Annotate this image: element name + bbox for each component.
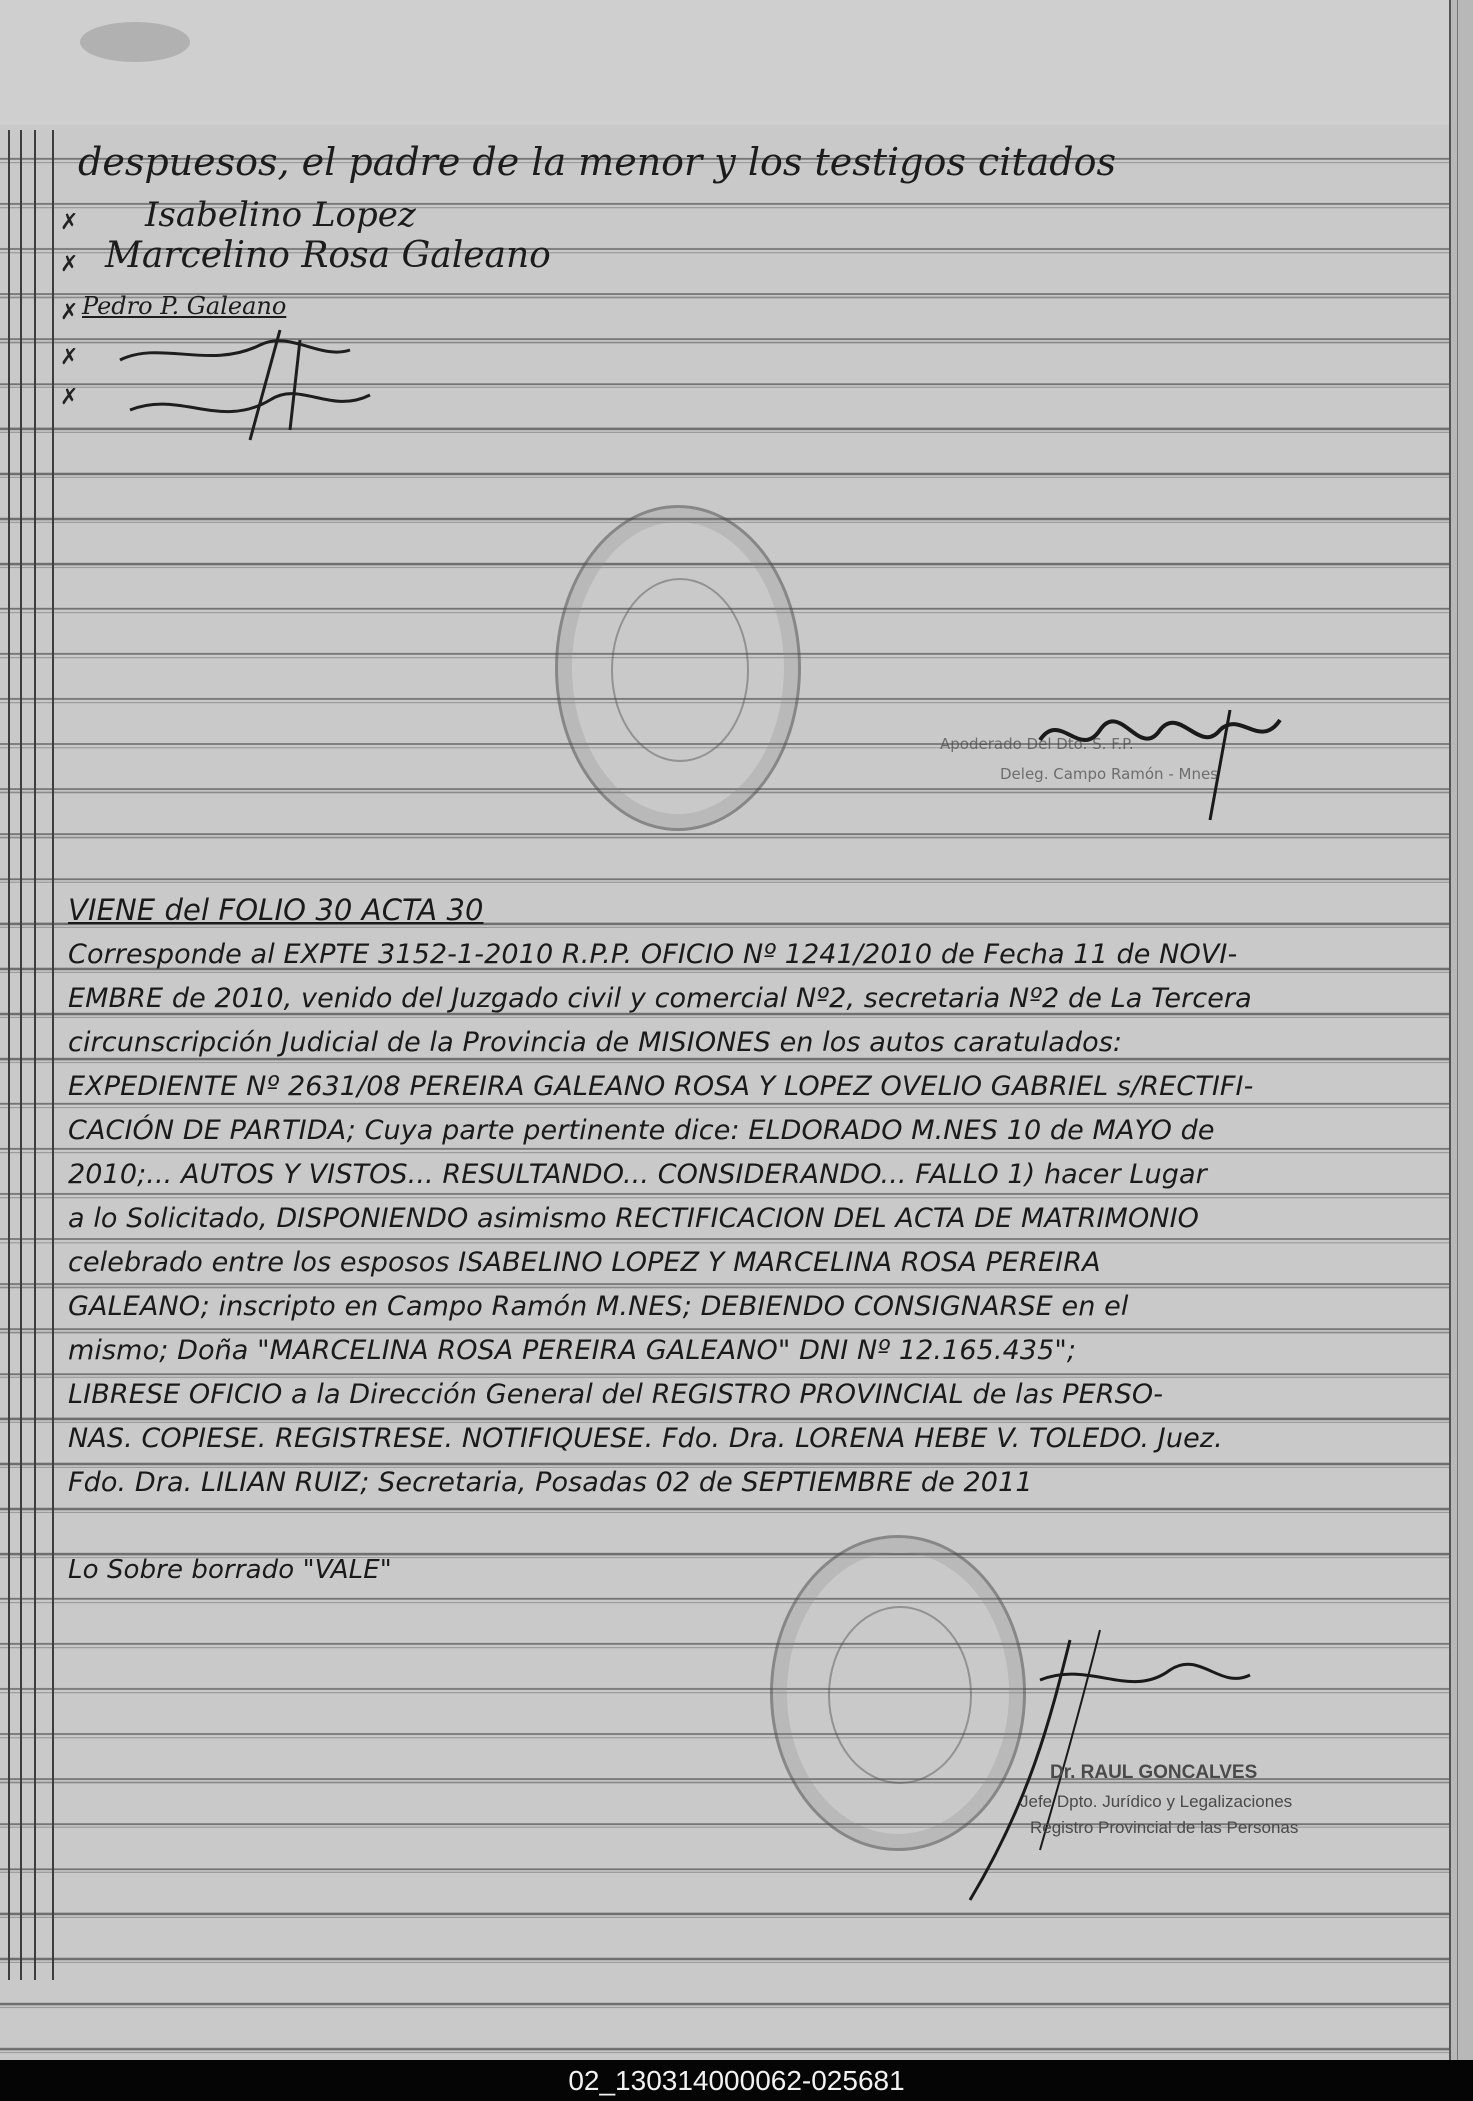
body-line: EMBRE de 2010, venido del Juzgado civil y comercial Nº2, secretaria Nº2 de La Tercera [68,983,1252,1014]
scribble-signature [100,320,400,450]
body-line: Fdo. Dra. LILIAN RUIZ; Secretaria, Posadas 02 de SEPTIEMBRE de 2011 [68,1467,1033,1498]
body-line: NAS. COPIESE. REGISTRESE. NOTIFIQUESE. Fdo. Dra. LORENA HEBE V. TOLEDO. Juez. [68,1423,1223,1454]
seal-inner-ring [611,578,749,761]
official-seal-upper [555,505,801,831]
x-mark: ✗ [60,252,79,277]
ink-smudge [80,22,190,62]
sobre-borrado-note: Lo Sobre borrado "VALE" [68,1555,392,1585]
body-line: CACIÓN DE PARTIDA; Cuya parte pertinente dice: ELDORADO M.NES 10 de MAYO de [68,1115,1215,1146]
signature-isabelino: Isabelino Lopez [145,195,416,235]
body-line: celebrado entre los esposos ISABELINO LOPEZ Y MARCELINA ROSA PEREIRA [68,1247,1101,1278]
right-page-edge [1449,0,1473,2060]
official-role: Jefe Dpto. Jurídico y Legalizaciones [1020,1792,1293,1811]
x-mark: ✗ [60,300,79,325]
x-mark: ✗ [60,210,79,235]
signature-pedro: Pedro P. Galeano [82,292,287,320]
x-mark: ✗ [60,345,79,370]
body-line: Corresponde al EXPTE 3152-1-2010 R.P.P. OFICIO Nº 1241/2010 de Fecha 11 de NOVI- [68,939,1238,970]
official-name: Dr. RAUL GONCALVES [1050,1762,1258,1783]
upper-official-line1: Apoderado Del Dto. S. F.P. [940,735,1134,753]
signature-marcelino: Marcelino Rosa Galeano [105,235,551,276]
left-margin-rules [0,130,60,1980]
body-line: 2010;... AUTOS Y VISTOS... RESULTANDO... CONSIDERANDO... FALLO 1) hacer Lugar [68,1159,1207,1190]
body-line: EXPEDIENTE Nº 2631/08 PEREIRA GALEANO ROSA Y LOPEZ OVELIO GABRIEL s/RECTIFI- [68,1071,1254,1102]
scan-id-footer: 02_130314000062-025681 [0,2060,1473,2101]
body-line: LIBRESE OFICIO a la Dirección General del REGISTRO PROVINCIAL de las PERSO- [68,1379,1164,1410]
body-line: a lo Solicitado, DISPONIENDO asimismo RECTIFICACION DEL ACTA DE MATRIMONIO [68,1203,1200,1234]
official-office: Registro Provincial de las Personas [1030,1818,1299,1837]
page-top-band [0,0,1473,125]
body-line: GALEANO; inscripto en Campo Ramón M.NES; DEBIENDO CONSIGNARSE en el [68,1291,1129,1322]
viene-heading: VIENE del FOLIO 30 ACTA 30 [68,893,484,927]
body-line: mismo; Doña "MARCELINA ROSA PEREIRA GALEANO" DNI Nº 12.165.435"; [68,1335,1077,1366]
body-line: circunscripción Judicial de la Provincia de MISIONES en los autos caratulados: [68,1027,1123,1058]
upper-official-line2: Deleg. Campo Ramón - Mnes [1000,765,1218,783]
header-line-1: despuesos, el padre de la menor y los testigos citados [78,140,1116,184]
x-mark: ✗ [60,385,79,410]
signature-upper [1030,680,1300,830]
